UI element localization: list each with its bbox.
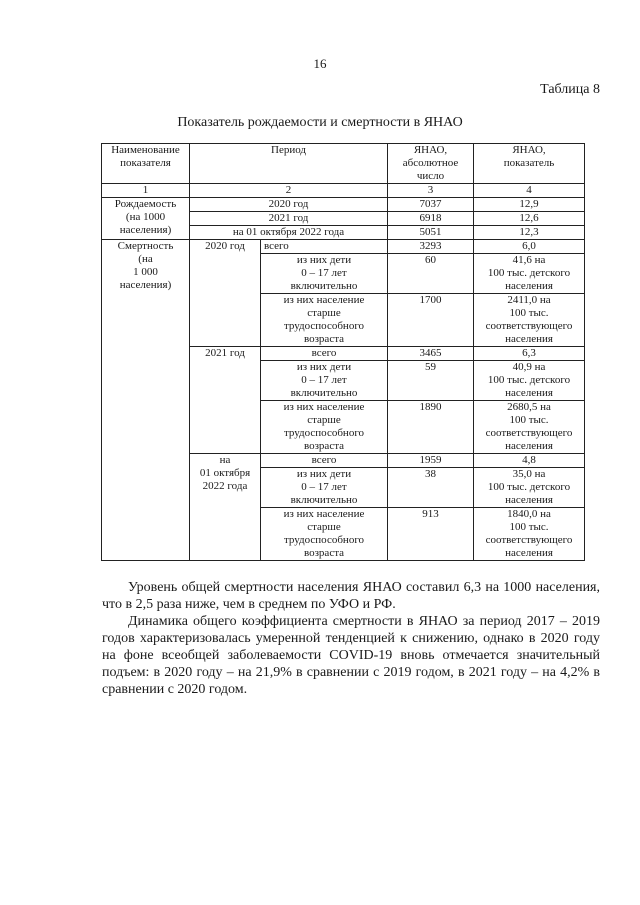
birth-period: на 01 октября 2022 года xyxy=(190,226,388,240)
birth-absolute: 7037 xyxy=(388,198,474,212)
header-rate: ЯНАО, показатель xyxy=(474,144,585,184)
table-label: Таблица 8 xyxy=(540,82,600,97)
death-subgroup: из них дети 0 – 17 лет включительно xyxy=(261,468,388,508)
death-absolute: 1959 xyxy=(388,454,474,468)
header-row xyxy=(102,144,585,184)
column-numbers-row xyxy=(102,184,585,198)
mortality-birth-table xyxy=(101,143,585,561)
birth-indicator-name: Рождаемость (на 1000 населения) xyxy=(102,198,190,240)
death-absolute: 3465 xyxy=(388,347,474,361)
paragraph-2: Динамика общего коэффициента смертности в ЯНАО за период 2017 – 2019 годов характеризовалась умеренной тенденцией к снижению, однако в 2020 году на фоне всеобщей заболеваемости COVID-19 вновь отмечается значительный подъем: в 2020 году – на 21,9% в сравнении с 2019 годом, в 2021 году – на 4,2% в сравнении с 2020 годом. xyxy=(102,614,600,697)
header-period: Период xyxy=(190,144,388,184)
birth-period: 2021 год xyxy=(190,212,388,226)
death-period-year: 2020 год xyxy=(190,240,261,347)
death-subgroup: из них население старше трудоспособного возраста xyxy=(261,508,388,561)
birth-rate: 12,3 xyxy=(474,226,585,240)
death-rate: 2411,0 на 100 тыс. соответствующего населения xyxy=(474,294,585,347)
death-rate: 40,9 на 100 тыс. детского населения xyxy=(474,361,585,401)
birth-rate: 12,6 xyxy=(474,212,585,226)
death-absolute: 1700 xyxy=(388,294,474,347)
death-subgroup: из них дети 0 – 17 лет включительно xyxy=(261,254,388,294)
page-number: 16 xyxy=(313,56,327,71)
death-absolute: 38 xyxy=(388,468,474,508)
column-number: 1 xyxy=(102,184,190,198)
death-period-year: 2021 год xyxy=(190,347,261,454)
death-subgroup: из них население старше трудоспособного возраста xyxy=(261,294,388,347)
death-absolute: 59 xyxy=(388,361,474,401)
death-rate: 41,6 на 100 тыс. детского населения xyxy=(474,254,585,294)
death-absolute: 3293 xyxy=(388,240,474,254)
paragraph-1: Уровень общей смертности населения ЯНАО составил 6,3 на 1000 населения, что в 2,5 раза ниже, чем в среднем по УФО и РФ. xyxy=(102,580,600,612)
death-subgroup: из них население старше трудоспособного возраста xyxy=(261,401,388,454)
birth-absolute: 5051 xyxy=(388,226,474,240)
birth-row xyxy=(102,198,585,212)
death-rate: 35,0 на 100 тыс. детского населения xyxy=(474,468,585,508)
death-absolute: 1890 xyxy=(388,401,474,454)
death-absolute: 60 xyxy=(388,254,474,294)
birth-absolute: 6918 xyxy=(388,212,474,226)
death-rate: 1840,0 на 100 тыс. соответствующего населения xyxy=(474,508,585,561)
header-absolute: ЯНАО, абсолютное число xyxy=(388,144,474,184)
column-number: 4 xyxy=(474,184,585,198)
death-subgroup: всего xyxy=(261,240,388,254)
death-rate: 4,8 xyxy=(474,454,585,468)
birth-rate: 12,9 xyxy=(474,198,585,212)
death-row xyxy=(102,240,585,254)
death-indicator-name: Смертность (на 1 000 населения) xyxy=(102,240,190,561)
death-subgroup: всего xyxy=(261,347,388,361)
death-rate: 6,3 xyxy=(474,347,585,361)
death-subgroup: всего xyxy=(261,454,388,468)
death-period-year: на 01 октября 2022 года xyxy=(190,454,261,561)
death-rate: 2680,5 на 100 тыс. соответствующего населения xyxy=(474,401,585,454)
birth-period: 2020 год xyxy=(190,198,388,212)
death-subgroup: из них дети 0 – 17 лет включительно xyxy=(261,361,388,401)
table-title: Показатель рождаемости и смертности в ЯНАО xyxy=(177,115,463,130)
death-absolute: 913 xyxy=(388,508,474,561)
death-rate: 6,0 xyxy=(474,240,585,254)
header-indicator-name: Наименование показателя xyxy=(102,144,190,184)
column-number: 3 xyxy=(388,184,474,198)
column-number: 2 xyxy=(190,184,388,198)
